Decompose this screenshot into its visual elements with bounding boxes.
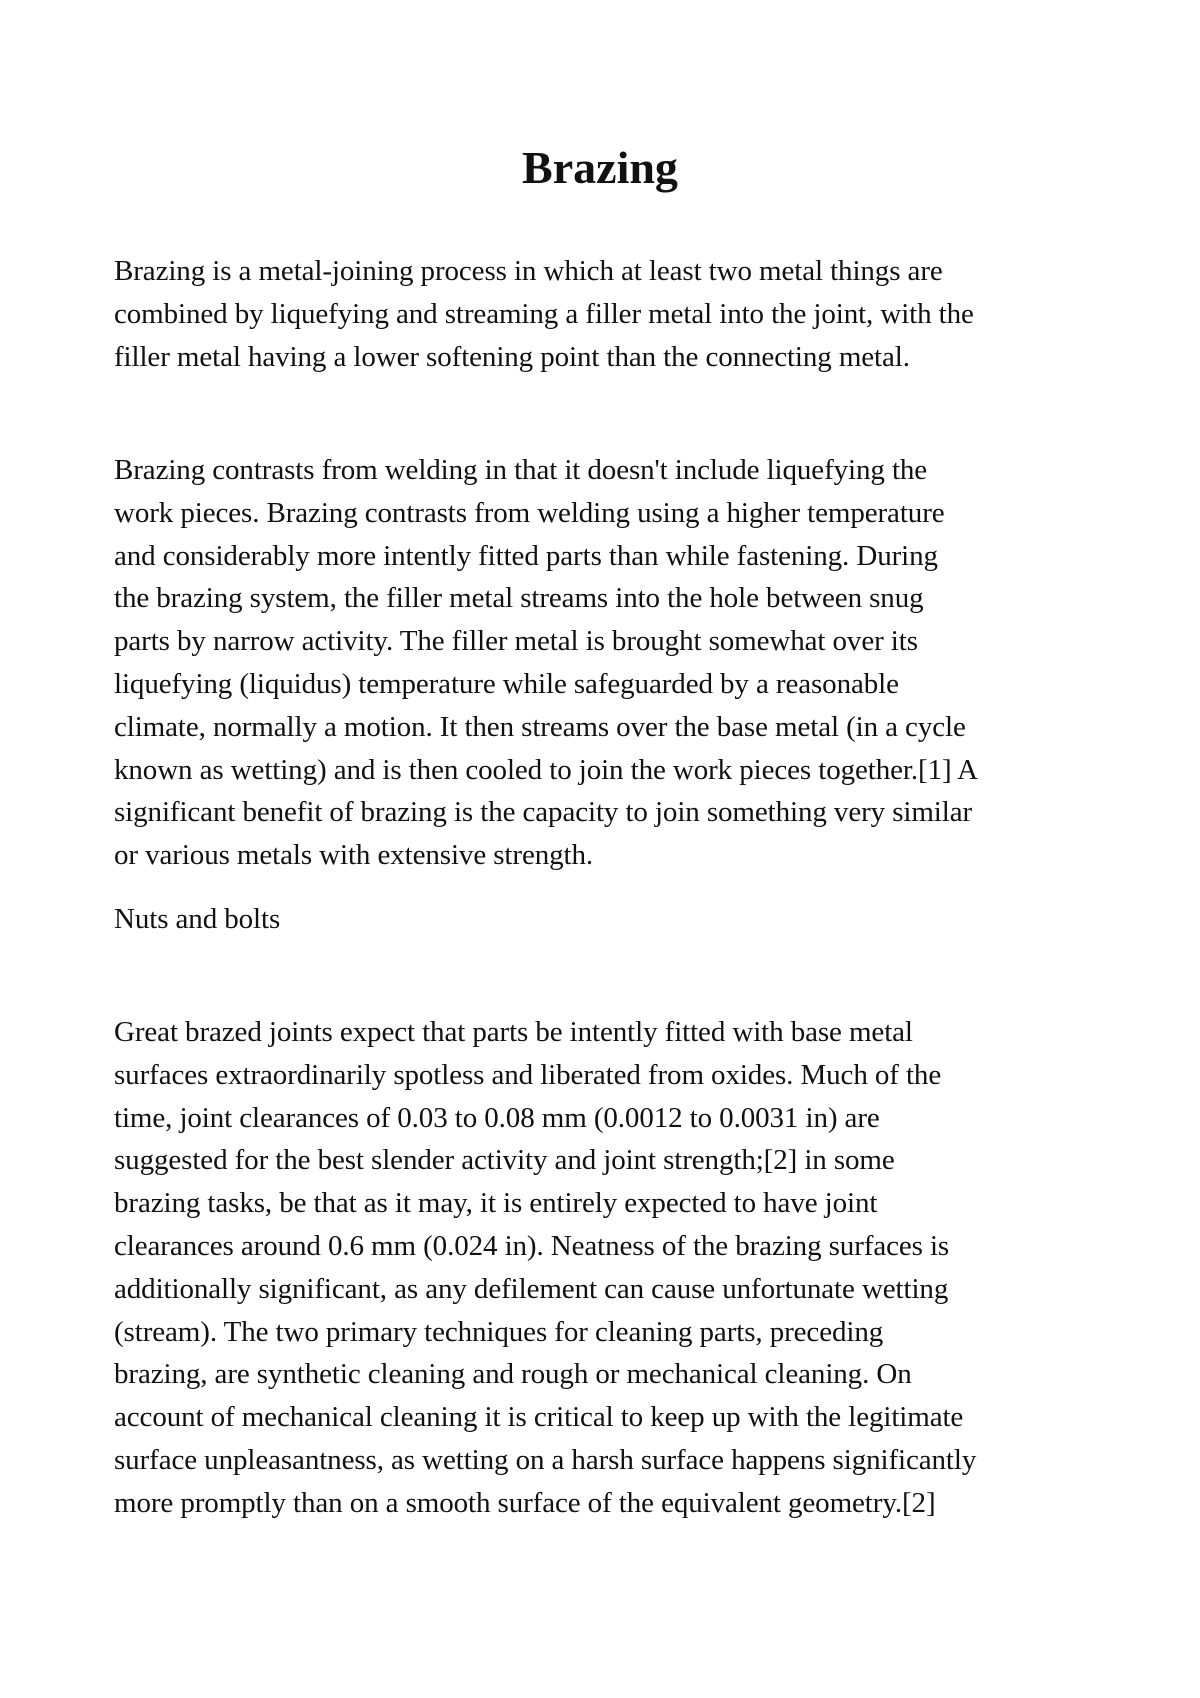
text-line: brazing tasks, be that as it may, it is entirely expected to have joint [114,1187,878,1220]
text-line: brazing, are synthetic cleaning and rough or mechanical cleaning. On [114,1358,912,1391]
text-line: combined by liquefying and streaming a filler metal into the joint, with the [114,297,974,330]
text-line: work pieces. Brazing contrasts from welding using a higher temperature [114,496,945,529]
text-line: parts by narrow activity. The filler metal is brought somewhat over its [114,625,918,658]
text-line: account of mechanical cleaning it is critical to keep up with the legitimate [114,1401,964,1434]
text-line: surfaces extraordinarily spotless and liberated from oxides. Much of the [114,1058,942,1091]
text-line: surface unpleasantness, as wetting on a harsh surface happens significantly [114,1443,977,1476]
text-line: (stream). The two primary techniques for cleaning parts, preceding [114,1315,884,1348]
text-line: and considerably more intently fitted parts than while fastening. During [114,539,938,572]
text-line: climate, normally a motion. It then streams over the base metal (in a cycle [114,710,966,743]
paragraph-contrast-welding [114,449,1114,877]
text-line: Nuts and bolts [114,903,281,935]
text-line: filler metal having a lower softening point than the connecting metal. [114,340,910,373]
page-title: Brazing [522,142,678,193]
text-line: Great brazed joints expect that parts be intently fitted with base metal [114,1016,913,1048]
paragraph-joint-clearances [114,1011,1114,1525]
text-line: clearances around 0.6 mm (0.024 in). Neatness of the brazing surfaces is [114,1229,950,1262]
text-line: time, joint clearances of 0.03 to 0.08 mm (0.0012 to 0.0031 in) are [114,1101,880,1134]
section-heading-nuts-and-bolts [114,898,1114,941]
text-line: known as wetting) and is then cooled to join the work pieces together.[1] A [114,753,978,786]
text-line: suggested for the best slender activity and joint strength;[2] in some [114,1144,895,1177]
text-line: Brazing contrasts from welding in that it doesn't include liquefying the [114,454,928,486]
text-line: additionally significant, as any defilement can cause unfortunate wetting [114,1272,949,1305]
text-line: the brazing system, the filler metal streams into the hole between snug [114,582,924,615]
paragraph-intro [114,250,1114,378]
text-line: or various metals with extensive strength. [114,839,594,872]
text-line: Brazing is a metal-joining process in which at least two metal things are [114,255,943,287]
text-line: more promptly than on a smooth surface of the equivalent geometry.[2] [114,1486,936,1519]
text-line: liquefying (liquidus) temperature while safeguarded by a reasonable [114,667,899,700]
text-line: significant benefit of brazing is the capacity to join something very similar [114,796,973,829]
